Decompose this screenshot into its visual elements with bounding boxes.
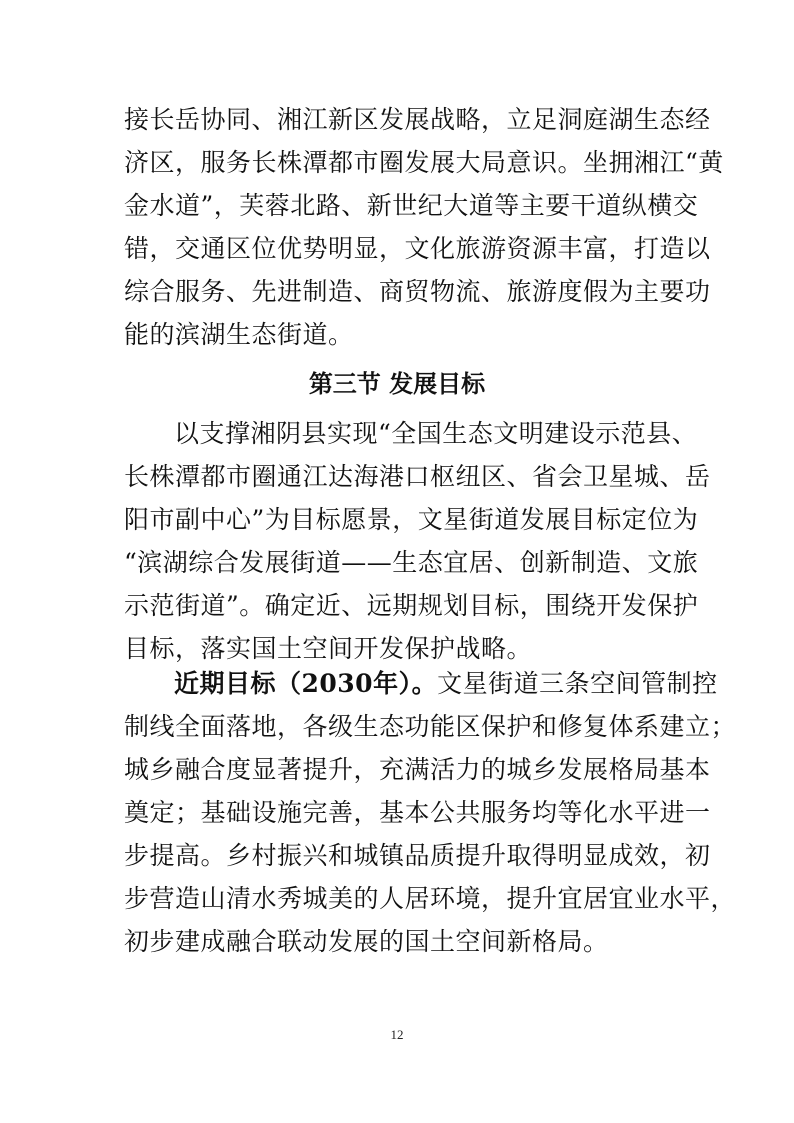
paragraph-line: 长株潭都市圈通江达海港口枢纽区、省会卫星城、岳 — [124, 462, 711, 491]
paragraph-line: 以支撑湘阴县实现“全国生态文明建设示范县、 — [174, 419, 698, 448]
paragraph-line: 步营造山清水秀城美的人居环境，提升宜居宜业水平， — [124, 884, 737, 913]
goal-lead-continuation: 文星街道三条空间管制控 — [437, 669, 718, 698]
paragraph-line: 奠定；基础设施完善，基本公共服务均等化水平进一 — [124, 798, 711, 827]
paragraph-line: “滨湖综合发展街道——生态宜居、创新制造、文旅 — [124, 548, 699, 577]
paragraph-line: 接长岳协同、湘江新区发展战略，立足洞庭湖生态经 — [124, 105, 711, 134]
paragraph-line: 济区，服务长株潭都市圈发展大局意识。坐拥湘江“黄 — [124, 148, 724, 177]
paragraph-line: 初步建成融合联动发展的国土空间新格局。 — [124, 927, 609, 956]
paragraph-line: 阳市副中心”为目标愿景，文星街道发展目标定位为 — [124, 505, 699, 534]
paragraph-line: 步提高。乡村振兴和城镇品质提升取得明显成效，初 — [124, 841, 711, 870]
paragraph-line: 目标，落实国土空间开发保护战略。 — [124, 634, 533, 663]
paragraph-line: 综合服务、先进制造、商贸物流、旅游度假为主要功 — [124, 277, 711, 306]
goal-lead: 近期目标（2030年）。 — [174, 669, 438, 698]
paragraph-line: 城乡融合度显著提升，充满活力的城乡发展格局基本 — [124, 755, 711, 784]
paragraph-line: 示范街道”。确定近、远期规划目标，围绕开发保护 — [124, 591, 699, 620]
paragraph-line: 金水道”，芙蓉北路、新世纪大道等主要干道纵横交 — [124, 191, 699, 220]
paragraph-line — [174, 664, 718, 704]
paragraph-line: 错，交通区位优势明显，文化旅游资源丰富，打造以 — [124, 234, 711, 263]
paragraph-line: 能的滨湖生态街道。 — [124, 320, 354, 349]
section-heading: 第三节 发展目标 — [308, 370, 486, 398]
page-number: 12 — [390, 1027, 404, 1042]
paragraph-line: 制线全面落地，各级生态功能区保护和修复体系建立； — [124, 712, 737, 741]
